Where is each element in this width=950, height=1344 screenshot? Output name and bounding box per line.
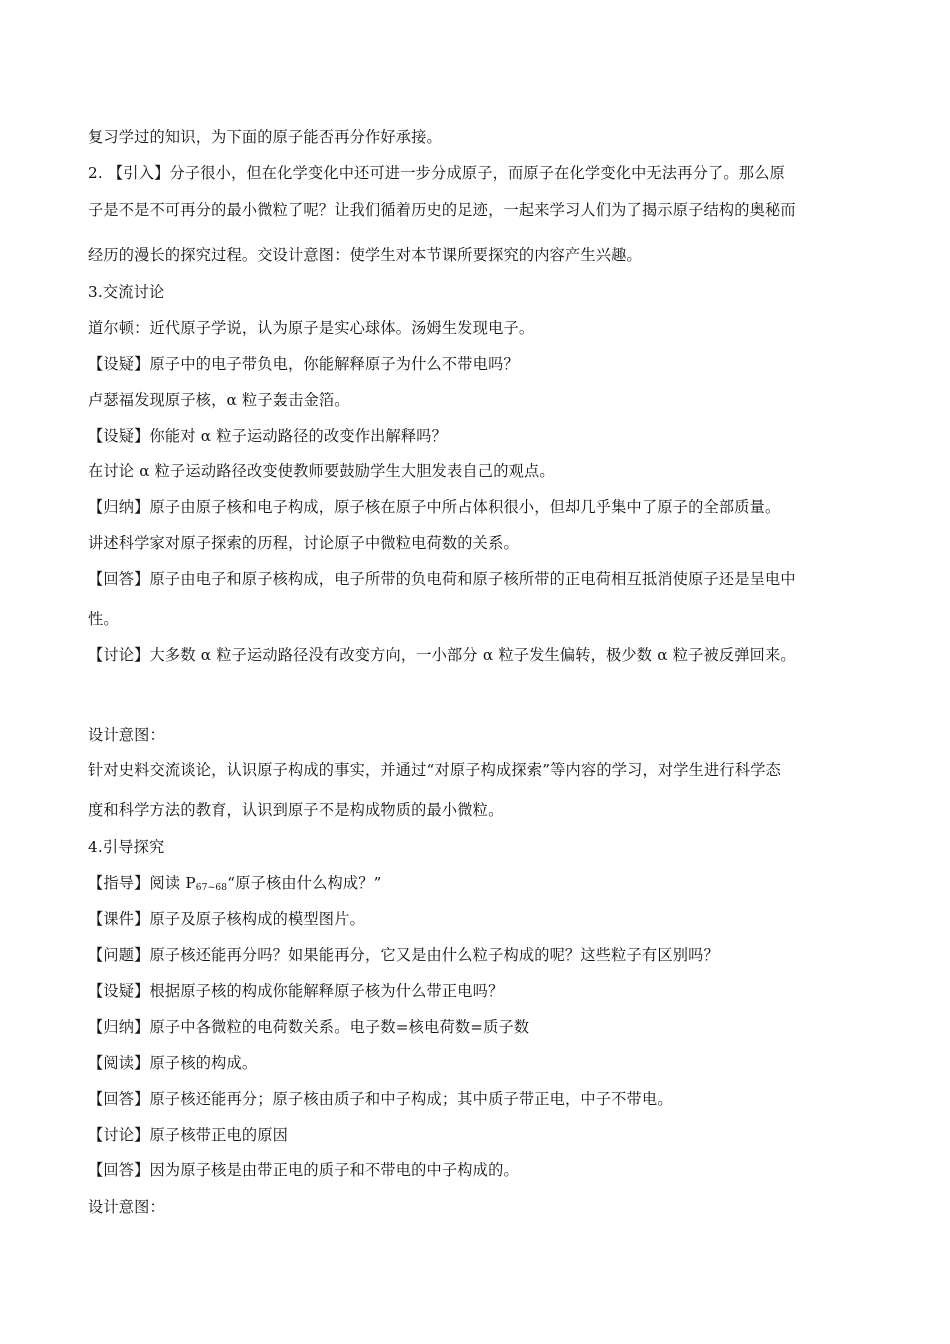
text-line: 【设疑】原子中的电子带负电，你能解释原子为什么不带电吗？ [88,355,519,373]
text-line: 【设疑】你能对 α 粒子运动路径的改变作出解释吗？ [88,427,448,445]
text-line: 【回答】因为原子核是由带正电的质子和不带电的中子构成的。 [88,1161,519,1179]
guide-line [88,873,382,898]
text-line: 【讨论】原子核带正电的原因 [88,1126,289,1144]
text-line: 针对史料交流谈论，认识原子构成的事实，并通过“对原子构成探索”等内容的学习，对学生进行科学态 [88,761,781,779]
text-line: 【设疑】根据原子核的构成你能解释原子核为什么带正电吗？ [88,982,504,1000]
text-line: 【课件】原子及原子核构成的模型图片。 [88,910,365,928]
section-heading: 4.引导探究 [88,838,165,856]
guide-prefix: 【指导】阅读 P [88,874,196,892]
text-line: 度和科学方法的教育，认识到原子不是构成物质的最小微粒。 [88,801,504,819]
text-line: 讲述科学家对原子探索的历程，讨论原子中微粒电荷数的关系。 [88,534,519,552]
text-line: 【回答】原子由电子和原子核构成，电子所带的负电荷和原子核所带的正电荷相互抵消使原子还是呈电中 [88,570,796,588]
text-line: 【讨论】大多数 α 粒子运动路径没有改变方向，一小部分 α 粒子发生偏转，极少数 α 粒子被反弹回来。 [88,646,796,664]
text-line: 子是不是不可再分的最小微粒了呢？让我们循着历史的足迹，一起来学习人们为了揭示原子结构的奥秘而 [88,201,796,219]
text-line: 2. 【引入】分子很小，但在化学变化中还可进一步分成原子，而原子在化学变化中无法再分了。那么原 [88,164,785,182]
text-line: 【问题】原子核还能再分吗？如果能再分，它又是由什么粒子构成的呢？这些粒子有区别吗？ [88,946,719,964]
text-line: 【回答】原子核还能再分；原子核由质子和中子构成；其中质子带正电，中子不带电。 [88,1090,673,1108]
section-heading: 3.交流讨论 [88,283,165,301]
text-line: 【阅读】原子核的构成。 [88,1054,258,1072]
guide-suffix: “原子核由什么构成？” [227,874,382,892]
section-label: 设计意图： [88,726,165,744]
section-label: 设计意图： [88,1198,165,1216]
text-line: 经历的漫长的探究过程。交设计意图：使学生对本节课所要探究的内容产生兴趣。 [88,246,642,264]
text-line: 在讨论 α 粒子运动路径改变使教师要鼓励学生大胆发表自己的观点。 [88,462,555,480]
text-line: 道尔顿：近代原子学说，认为原子是实心球体。汤姆生发现电子。 [88,319,535,337]
page-range-subscript: 67~68 [195,883,228,893]
text-line: 【归纳】原子中各微粒的电荷数关系。电子数=核电荷数=质子数 [88,1018,530,1036]
text-line: 卢瑟福发现原子核，α 粒子轰击金箔。 [88,391,350,409]
text-line: 【归纳】原子由原子核和电子构成，原子核在原子中所占体积很小，但却几乎集中了原子的全部质量。 [88,498,781,516]
text-line: 复习学过的知识，为下面的原子能否再分作好承接。 [88,128,442,146]
text-line: 性。 [88,610,119,628]
